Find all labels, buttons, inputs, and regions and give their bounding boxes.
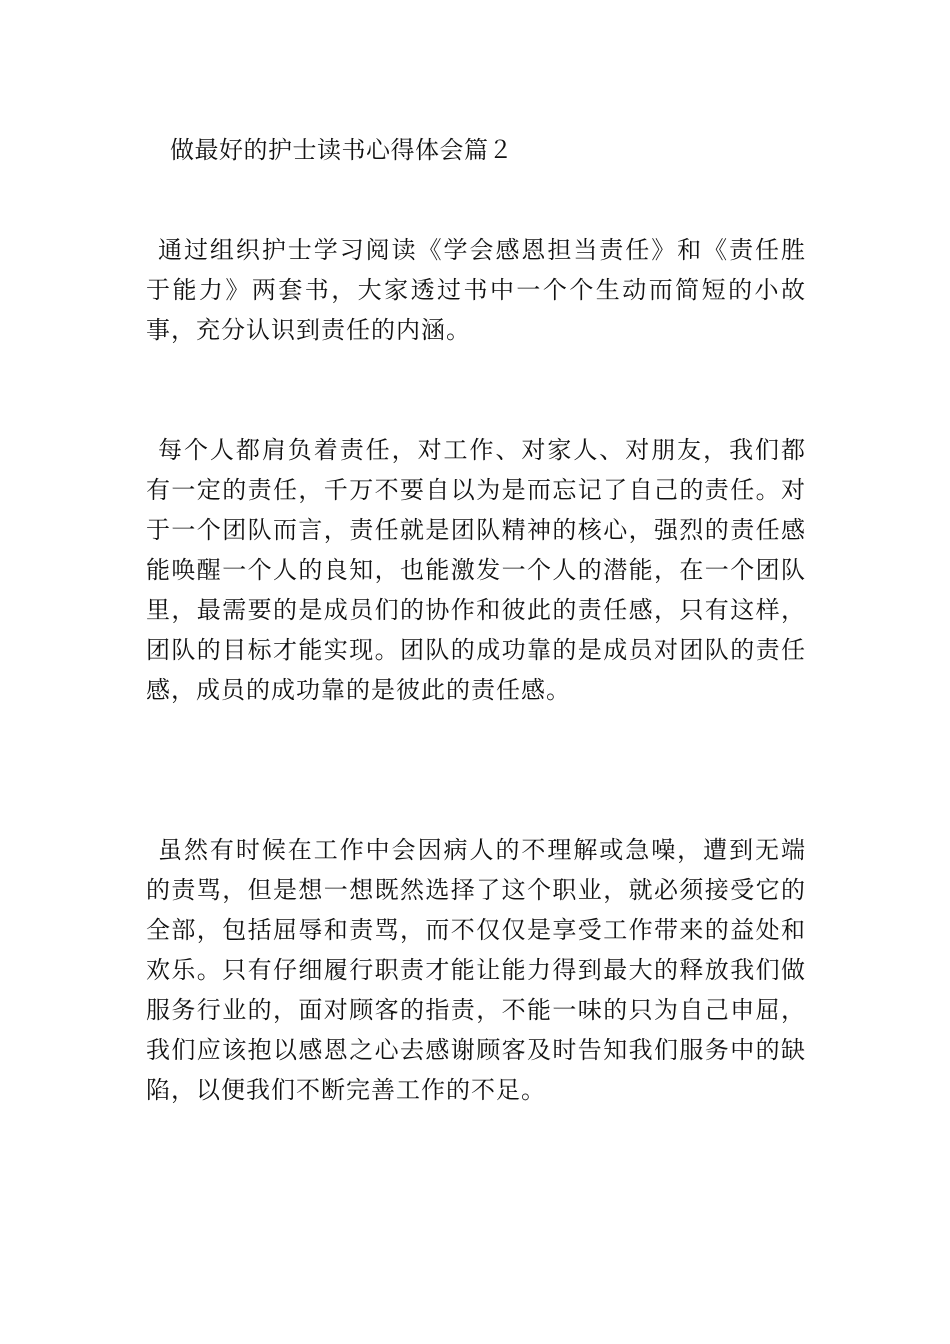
- paragraph-2: 每个人都肩负着责任，对工作、对家人、对朋友，我们都有一定的责任，千万不要自以为是而忘记了自己的责任。对于一个团队而言，责任就是团队精神的核心，强烈的责任感能唤醒一个人的良知，也能激发一个人的潜能，在一个团队里，最需要的是成员们的协作和彼此的责任感，只有这样，团队的目标才能实现。团队的成功靠的是成员对团队的责任感，成员的成功靠的是彼此的责任感。: [146, 436, 806, 704]
- document-title: 做最好的护士读书心得体会篇２: [170, 136, 513, 164]
- paragraph-3: 虽然有时候在工作中会因病人的不理解或急噪，遭到无端的责骂，但是想一想既然选择了这个职业，就必须接受它的全部，包括屈辱和责骂，而不仅仅是享受工作带来的益处和欢乐。只有仔细履行职责才能让能力得到最大的释放我们做服务行业的，面对顾客的指责，不能一味的只为自己申屈，我们应该抱以感恩之心去感谢顾客及时告知我们服务中的缺陷，以便我们不断完善工作的不足。: [146, 836, 806, 1104]
- paragraph-1: 通过组织护士学习阅读《学会感恩担当责任》和《责任胜于能力》两套书，大家透过书中一个个生动而简短的小故事，充分认识到责任的内涵。: [146, 236, 806, 344]
